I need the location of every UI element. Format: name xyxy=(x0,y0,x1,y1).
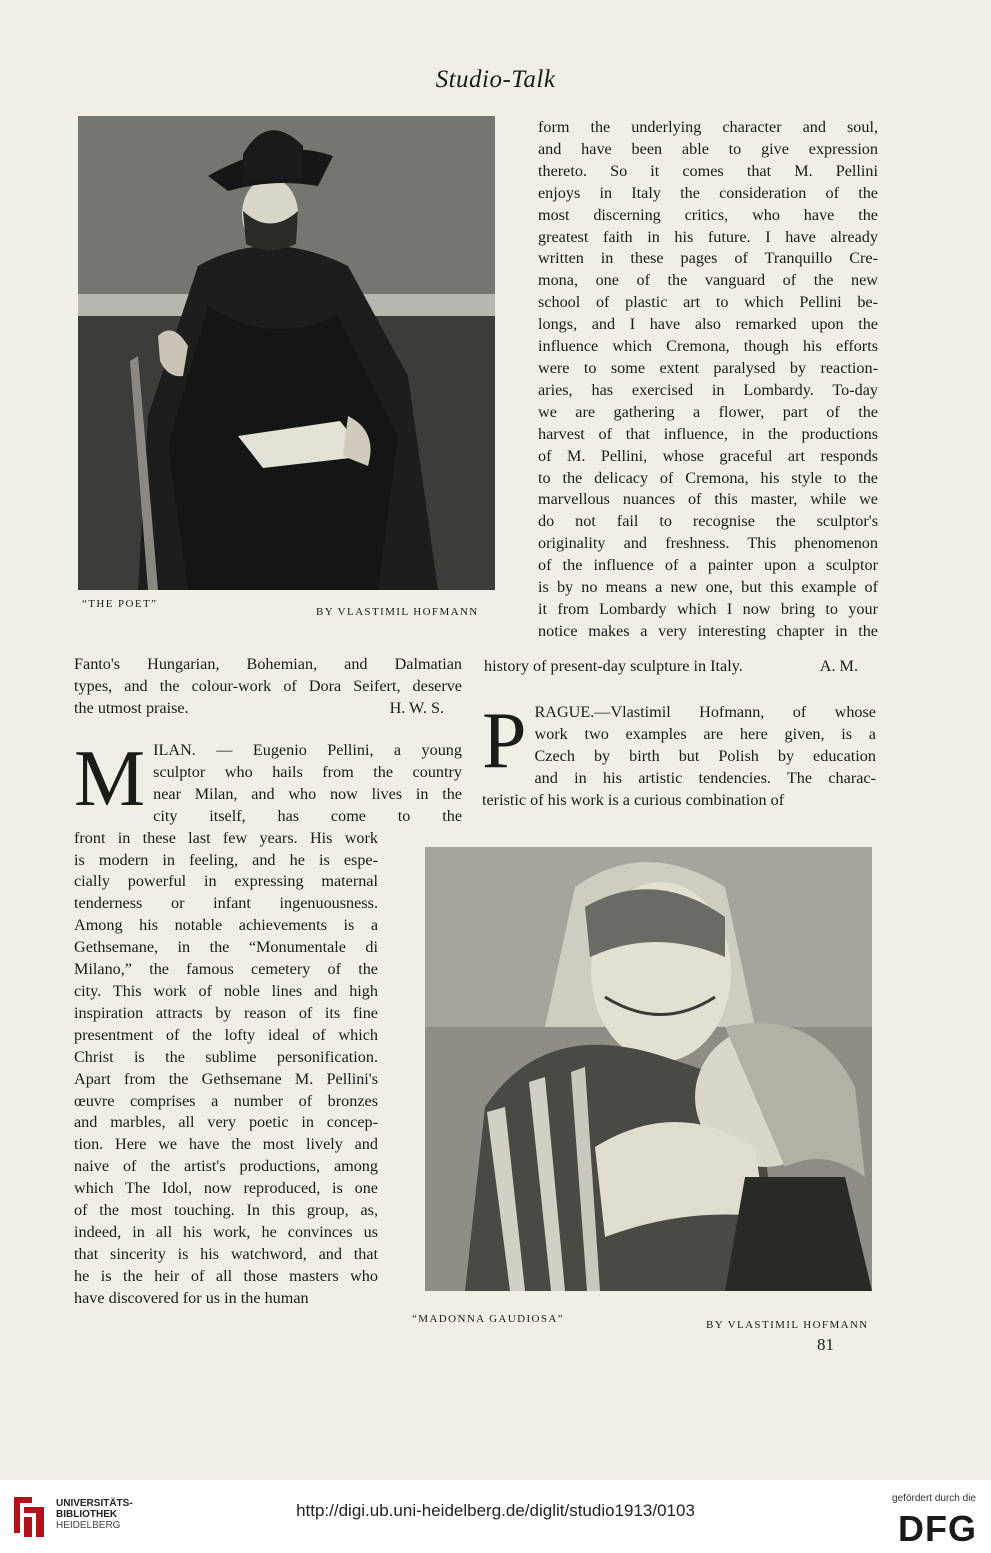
drop-cap: P xyxy=(482,697,527,785)
library-line-1: UNIVERSITÄTS- xyxy=(56,1498,133,1509)
drop-cap: M xyxy=(74,735,146,823)
funding-note: gefördert durch die xyxy=(892,1493,976,1504)
text-line: Czech by birth but Polish by education xyxy=(534,746,876,765)
signoff-text: history of present-day sculpture in Italy. xyxy=(484,657,743,675)
text-line: most discerning critics, who have the xyxy=(538,205,878,224)
text-line: aries, has exercised in Lombardy. To-day xyxy=(538,380,878,399)
text-line: RAGUE.—Vlastimil Hofmann, of whose xyxy=(534,703,876,721)
text-line: were to some extent paralysed by reaction- xyxy=(538,358,878,377)
poet-caption-title: “THE POET” xyxy=(82,598,158,610)
text-line: form the underlying character and soul, xyxy=(538,118,878,136)
text-line: is by no means a new one, but this example of xyxy=(538,578,878,597)
text-line: tion. Here we have the most lively and xyxy=(74,1135,378,1154)
text-line: inspiration attracts by reason of its fine xyxy=(74,1003,378,1022)
text-line: is modern in feeling, and he is espe- xyxy=(74,850,378,869)
dfg-logo: DFG xyxy=(898,1508,977,1549)
text-line: marvellous nuances of this master, while we xyxy=(538,490,878,509)
text-line: of M. Pellini, whose graceful art responds xyxy=(538,446,878,465)
right-column-signoff xyxy=(484,656,858,678)
text-line: do not fail to recognise the sculptor's xyxy=(538,512,878,531)
text-line: to the delicacy of Cremona, his style to the xyxy=(538,468,878,487)
text-line: which The Idol, now reproduced, is one xyxy=(74,1179,378,1198)
text-line: originality and freshness. This phenomenon xyxy=(538,534,878,553)
text-line: greatest faith in his future. I have already xyxy=(538,227,878,246)
prague-section xyxy=(482,697,876,812)
text-line: sculptor who hails from the country xyxy=(153,762,462,781)
text-line: Among his notable achievements is a xyxy=(74,916,378,935)
text-line: that sincerity is his watchword, and that xyxy=(74,1244,378,1263)
text-line: front in these last few years. His work xyxy=(74,828,378,847)
text-line: teristic of his work is a curious combination of xyxy=(482,790,785,809)
running-head: Studio-Talk xyxy=(435,66,556,93)
text-line: types, and the colour-work of Dora Seifert, deserve xyxy=(74,676,462,695)
text-line: of the most touching. In this group, as, xyxy=(74,1201,378,1220)
text-line: Apart from the Gethsemane M. Pellini's xyxy=(74,1069,378,1088)
text-line: city. This work of noble lines and high xyxy=(74,981,378,1000)
signoff-initials: A. M. xyxy=(819,657,858,675)
text-line: and have been able to give expression xyxy=(538,139,878,158)
madonna-caption-title: “MADONNA GAUDIOSA” xyxy=(412,1313,564,1325)
text-line: written in these pages of Tranquillo Cre- xyxy=(538,249,878,268)
text-line: and marbles, all very poetic in concep- xyxy=(74,1113,378,1132)
text-line: notice makes a very interesting chapter in the xyxy=(538,621,878,640)
library-line-2: BIBLIOTHEK xyxy=(56,1509,118,1520)
text-line: Fanto's Hungarian, Bohemian, and Dalmatian xyxy=(74,655,462,673)
text-line: harvest of that influence, in the productions xyxy=(538,424,878,443)
text-line: ILAN. — Eugenio Pellini, a young xyxy=(153,741,462,759)
left-signoff-initials: H. W. S. xyxy=(389,698,444,717)
text-line: near Milan, and who now lives in the xyxy=(153,784,462,803)
text-line: it from Lombardy which I now bring to your xyxy=(538,599,878,618)
text-line: naive of the artist's productions, among xyxy=(74,1157,378,1176)
madonna-caption-credit: BY VLASTIMIL HOFMANN xyxy=(706,1319,869,1331)
the-poet-illustration xyxy=(78,116,495,590)
text-line: school of plastic art to which Pellini be- xyxy=(538,293,878,312)
digitization-footer xyxy=(0,1480,991,1553)
milan-section xyxy=(74,735,462,1310)
text-line: thereto. So it comes that M. Pellini xyxy=(538,161,878,180)
text-line: of the influence of a painter upon a sculptor xyxy=(538,556,878,575)
plate-the-poet xyxy=(78,116,495,590)
text-line: have discovered for us in the human xyxy=(74,1288,309,1307)
left-column-continuation xyxy=(74,654,462,720)
text-line: presentment of the lofty ideal of which xyxy=(74,1025,378,1044)
text-line: Gethsemane, in the “Monumentale di xyxy=(74,938,378,957)
text-line: cially powerful in expressing maternal xyxy=(74,872,378,891)
text-line: longs, and I have also remarked upon the xyxy=(538,315,878,334)
text-line: influence which Cremona, though his efforts xyxy=(538,337,878,356)
page-number: 81 xyxy=(817,1335,834,1354)
plate-madonna-gaudiosa xyxy=(425,847,872,1291)
madonna-gaudiosa-illustration xyxy=(425,847,872,1291)
left-signoff-text: the utmost praise. xyxy=(74,698,189,717)
text-line: tenderness or infant ingenuousness. xyxy=(74,894,378,913)
poet-caption-credit: BY VLASTIMIL HOFMANN xyxy=(316,606,479,618)
library-line-3: HEIDELBERG xyxy=(56,1520,121,1531)
text-line: mona, one of the vanguard of the new xyxy=(538,271,878,290)
text-line: œuvre comprises a number of bronzes xyxy=(74,1091,378,1110)
text-line: and in his artistic tendencies. The charac- xyxy=(534,768,876,787)
text-line: he is the heir of all those masters who xyxy=(74,1266,378,1285)
right-column-continuation xyxy=(538,117,878,643)
permalink-url[interactable]: http://digi.ub.uni-heidelberg.de/diglit/studio1913/0103 xyxy=(296,1501,695,1520)
text-line: enjoys in Italy the consideration of the xyxy=(538,183,878,202)
left-signoff xyxy=(74,698,462,720)
text-line: work two examples are here given, is a xyxy=(534,724,876,743)
text-line: Christ is the sublime personification. xyxy=(74,1047,378,1066)
text-line: city itself, has come to the xyxy=(153,806,462,825)
text-line: Milano,” the famous cemetery of the xyxy=(74,960,378,979)
text-line: we are gathering a flower, part of the xyxy=(538,402,878,421)
text-line: indeed, in all his work, he convinces us xyxy=(74,1222,378,1241)
